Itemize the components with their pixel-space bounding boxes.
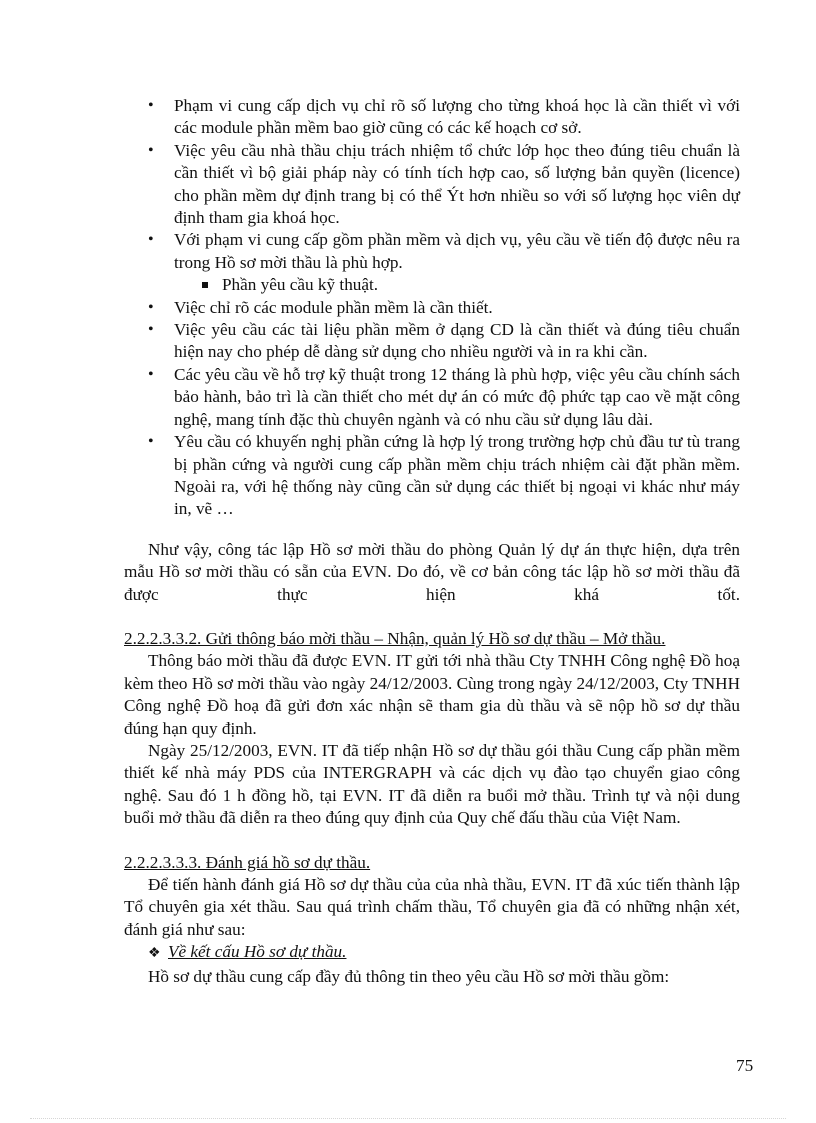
bullet-list-technical: [124, 297, 740, 521]
list-item: • Yêu cầu có khuyến nghị phần cứng là hợp lý trong trường hợp chủ đầu tư tù trang bị phần cứng và người cung cấp phần mềm chịu trách nhiệm cài đặt phần mềm. Ngoài ra, với hệ thống này cũng cần sử dụng các thiết bị ngoại vi khác như máy in, vẽ …: [124, 431, 740, 521]
section-heading-invitation: 2.2.2.3.3.2. Gửi thông báo mời thầu – Nhận, quản lý Hồ sơ dự thầu – Mở thầu.: [124, 628, 666, 648]
list-item: • Việc yêu cầu nhà thầu chịu trách nhiệm tổ chức lớp học theo đúng tiêu chuẩn là cần thiết vì bộ giải pháp này có tính tích hợp cao, số lượng bản quyền (licence) cho phần mềm dự định trang bị có thể Ýt hơn nhiều so với số lượng học viên dự định tham gia khoá học.: [124, 140, 740, 230]
list-item: • Các yêu cầu về hỗ trợ kỹ thuật trong 12 tháng là phù hợp, việc yêu cầu chính sách bảo hành, bảo trì là cần thiết cho mét dự án có mức độ phức tạp cao về mặt công nghệ, mang tính đặc thù chuyên ngành và có nhu cầu sử dụng lâu dài.: [124, 364, 740, 431]
list-item: • Với phạm vi cung cấp gồm phần mềm và dịch vụ, yêu cầu về tiến độ được nêu ra trong Hồ sơ mời thầu là phù hợp.: [124, 229, 740, 274]
paragraph: Ngày 25/12/2003, EVN. IT đã tiếp nhận Hồ sơ dự thầu gói thầu Cung cấp phần mềm thiết kế nhà máy PDS của INTERGRAPH và các dịch vụ đào tạo chuyển giao công nghệ. Sau đó 1 h đồng hồ, tại EVN. IT đã diễn ra buổi mở thầu. Trình tự và nội dung buổi mở thầu đã diễn ra theo đúng quy định của Quy chế đấu thầu của Việt Nam.: [124, 740, 740, 828]
section-heading-evaluation: 2.2.2.3.3.3. Đánh giá hồ sơ dự thầu.: [124, 852, 371, 872]
diamond-bullet-icon: ❖: [148, 946, 161, 962]
sub-heading-technical: Phần yêu cầu kỹ thuật.: [124, 274, 740, 296]
paragraph: Hồ sơ dự thầu cung cấp đầy đủ thông tin theo yêu cầu Hồ sơ mời thầu gồm:: [148, 966, 670, 986]
summary-paragraph: Như vậy, công tác lập Hồ sơ mời thầu do phòng Quản lý dự án thực hiện, dựa trên mẫu Hồ sơ mời thầu có sẵn của EVN. Do đó, về cơ bản công tác lập hồ sơ mời thầu đã được thực hiện khá tốt.: [124, 539, 740, 604]
list-item: • Việc chỉ rõ các module phần mềm là cần thiết.: [124, 297, 740, 319]
page-number: 75: [736, 1056, 754, 1075]
document-page: [124, 95, 740, 988]
sub-bullet-list: [124, 274, 740, 296]
bullet-list-scope: [124, 95, 740, 274]
paragraph: Để tiến hành đánh giá Hồ sơ dự thầu của của nhà thầu, EVN. IT đã xúc tiến thành lập Tổ chuyên gia xét thầu. Sau quá trình chấm thầu, Tổ chuyên gia đã có những nhận xét, đánh giá như sau:: [124, 875, 740, 939]
page-bottom-divider: [30, 1118, 786, 1119]
paragraph: Thông báo mời thầu đã được EVN. IT gửi tới nhà thầu Cty TNHH Công nghệ Đồ hoạ kèm theo Hồ sơ mời thầu vào ngày 24/12/2003. Cùng trong ngày 24/12/2003, Cty TNHH Công nghệ Đồ hoạ đã gửi đơn xác nhận sẽ tham gia dù thầu và sẽ nộp hồ sơ dự thầu đúng hạn quy định.: [124, 651, 740, 738]
structure-item: [148, 941, 740, 965]
list-item: • Phạm vi cung cấp dịch vụ chỉ rõ số lượng cho từng khoá học là cần thiết vì với các module phần mềm bao giờ cũng có các kế hoạch cơ sở.: [124, 95, 740, 140]
list-item: • Việc yêu cầu các tài liệu phần mềm ở dạng CD là cần thiết và đúng tiêu chuẩn hiện nay cho phép dễ dàng sử dụng cho nhiều người và in ra khi cần.: [124, 319, 740, 364]
structure-item-text: Về kết cấu Hồ sơ dự thầu.: [168, 942, 347, 962]
